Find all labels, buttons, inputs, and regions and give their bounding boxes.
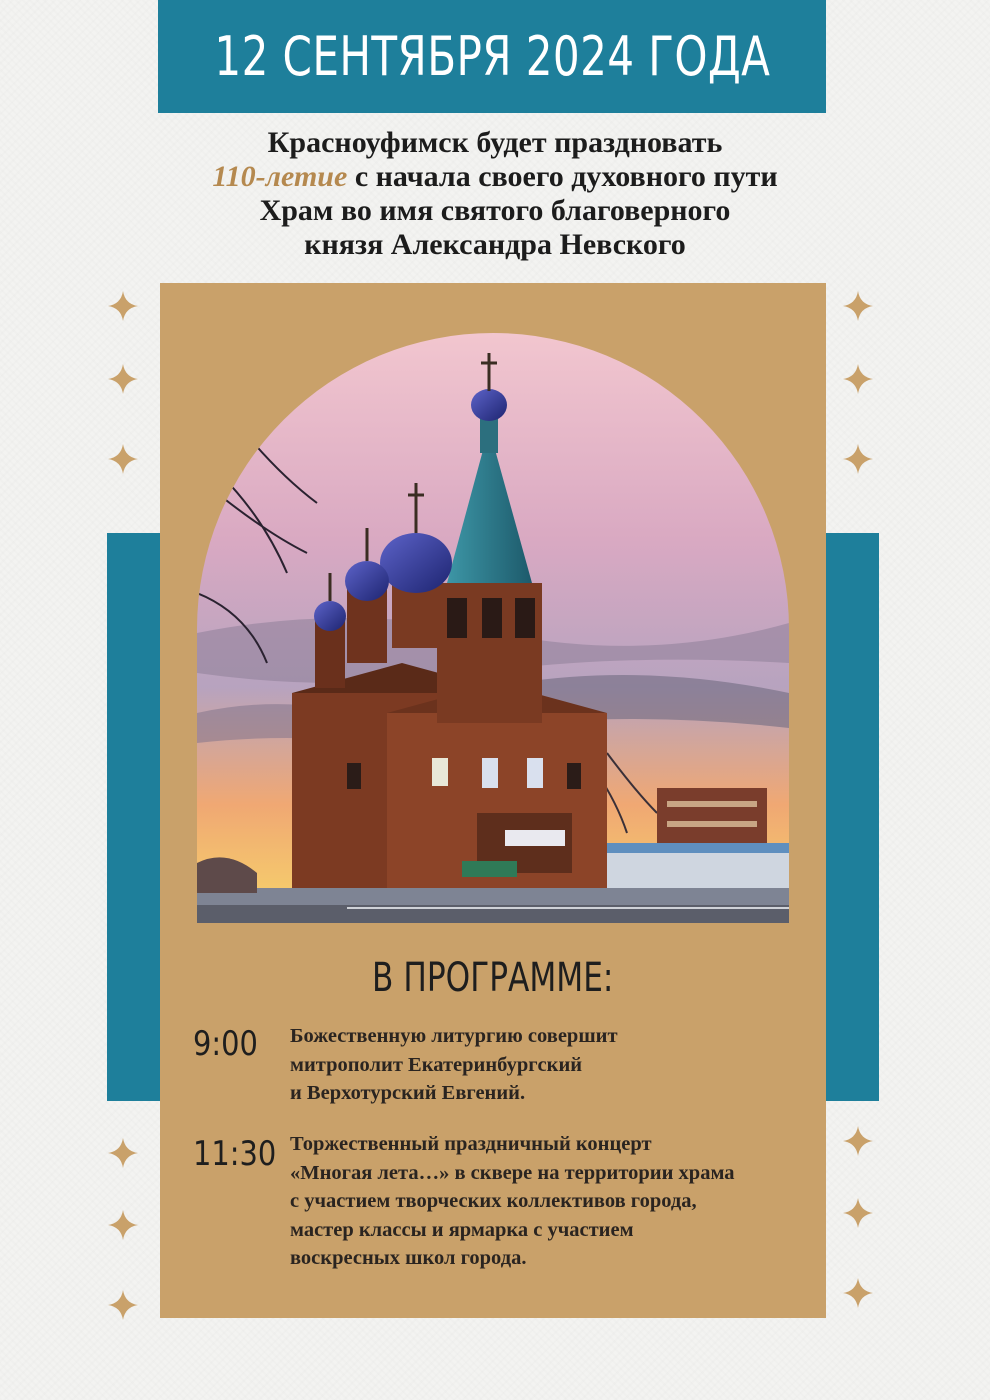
intro-line-2-rest: с начала своего духовного пути (347, 160, 778, 193)
sparkle-icon (108, 291, 138, 321)
sparkle-icon (108, 1138, 138, 1168)
program-time-2: 11:30 (193, 1134, 277, 1174)
program-desc-1: Божественную литургию совершит митрополит Екатеринбургский и Верхотурский Евгений. (290, 1025, 618, 1104)
sparkle-icon (843, 1198, 873, 1228)
sparkle-icon (843, 364, 873, 394)
intro-line-4: князя Александра Невского (304, 228, 686, 261)
intro-line-1: Красноуфимск будет праздновать (267, 126, 723, 159)
sparkle-icon (843, 1278, 873, 1308)
sparkle-icon (843, 1126, 873, 1156)
cathedral-photo (197, 333, 789, 923)
sparkle-icon (843, 291, 873, 321)
right-blue-block (824, 533, 879, 1101)
sparkle-icon (843, 444, 873, 474)
sparkle-icon (108, 444, 138, 474)
intro-text (100, 126, 890, 262)
program-desc-2: Торжественный праздничный концерт «Многая лета…» в сквере на территории храма с участием творческих коллективов города, мастер классы и ярмарка с участием воскресных школ города. (290, 1133, 735, 1269)
date-banner (158, 0, 826, 113)
program-time-1: 9:00 (193, 1024, 258, 1064)
program-title: В ПРОГРАММЕ: (372, 955, 614, 1001)
intro-line-2 (100, 160, 890, 194)
sparkle-icon (108, 1290, 138, 1320)
intro-line-3: Храм во имя святого благоверного (259, 194, 731, 227)
left-blue-block (107, 533, 162, 1101)
anniversary-accent: 110-летие (212, 160, 348, 193)
sparkle-icon (108, 1210, 138, 1240)
event-date: 12 СЕНТЯБРЯ 2024 ГОДА (214, 25, 770, 88)
sparkle-icon (108, 364, 138, 394)
